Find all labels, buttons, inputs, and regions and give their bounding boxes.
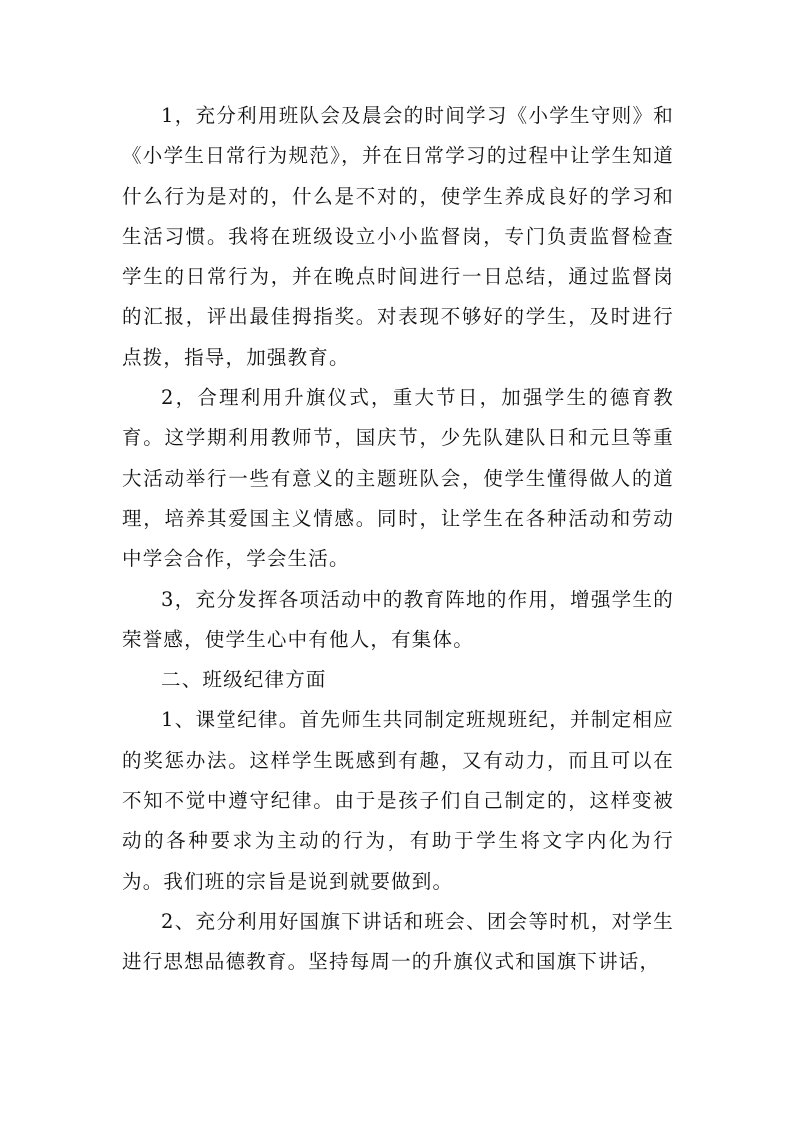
document-body xyxy=(122,96,674,983)
section-paragraph-1: 1、课堂纪律。首先师生共同制定班规班纪，并制定相应的奖惩办法。这样学生既感到有趣，又有动力，而且可以在不知不觉中遵守纪律。由于是孩子们自己制定的，这样变被动的各种要求为主动的行为，有助于学生将文字内化为行为。我们班的宗旨是说到就要做到。 xyxy=(122,708,674,893)
section-paragraph-2: 2、充分利用好国旗下讲话和班会、团会等时机，对学生进行思想品德教育。坚持每周一的升旗仪式和国旗下讲话， xyxy=(122,909,674,974)
paragraph-3: 3，充分发挥各项活动中的教育阵地的作用，增强学生的荣誉感，使学生心中有他人，有集体。 xyxy=(122,587,674,651)
paragraph-2: 2，合理利用升旗仪式，重大节日，加强学生的德育教育。这学期利用教师节，国庆节，少先队建队日和元旦等重大活动举行一些有意义的主题班队会，使学生懂得做人的道理，培养其爱国主义情感。同时，让学生在各种活动和劳动中学会合作，学会生活。 xyxy=(122,386,674,571)
paragraph-1: 1，充分利用班队会及晨会的时间学习《小学生守则》和《小学生日常行为规范》，并在日常学习的过程中让学生知道什么行为是对的，什么是不对的，使学生养成良好的学习和生活习惯。我将在班级设立小小监督岗，专门负责监督检查学生的日常行为，并在晚点时间进行一日总结，通过监督岗的汇报，评出最佳拇指奖。对表现不够好的学生，及时进行点拨，指导，加强教育。 xyxy=(122,104,674,369)
section-heading: 二、班级纪律方面 xyxy=(161,668,327,692)
